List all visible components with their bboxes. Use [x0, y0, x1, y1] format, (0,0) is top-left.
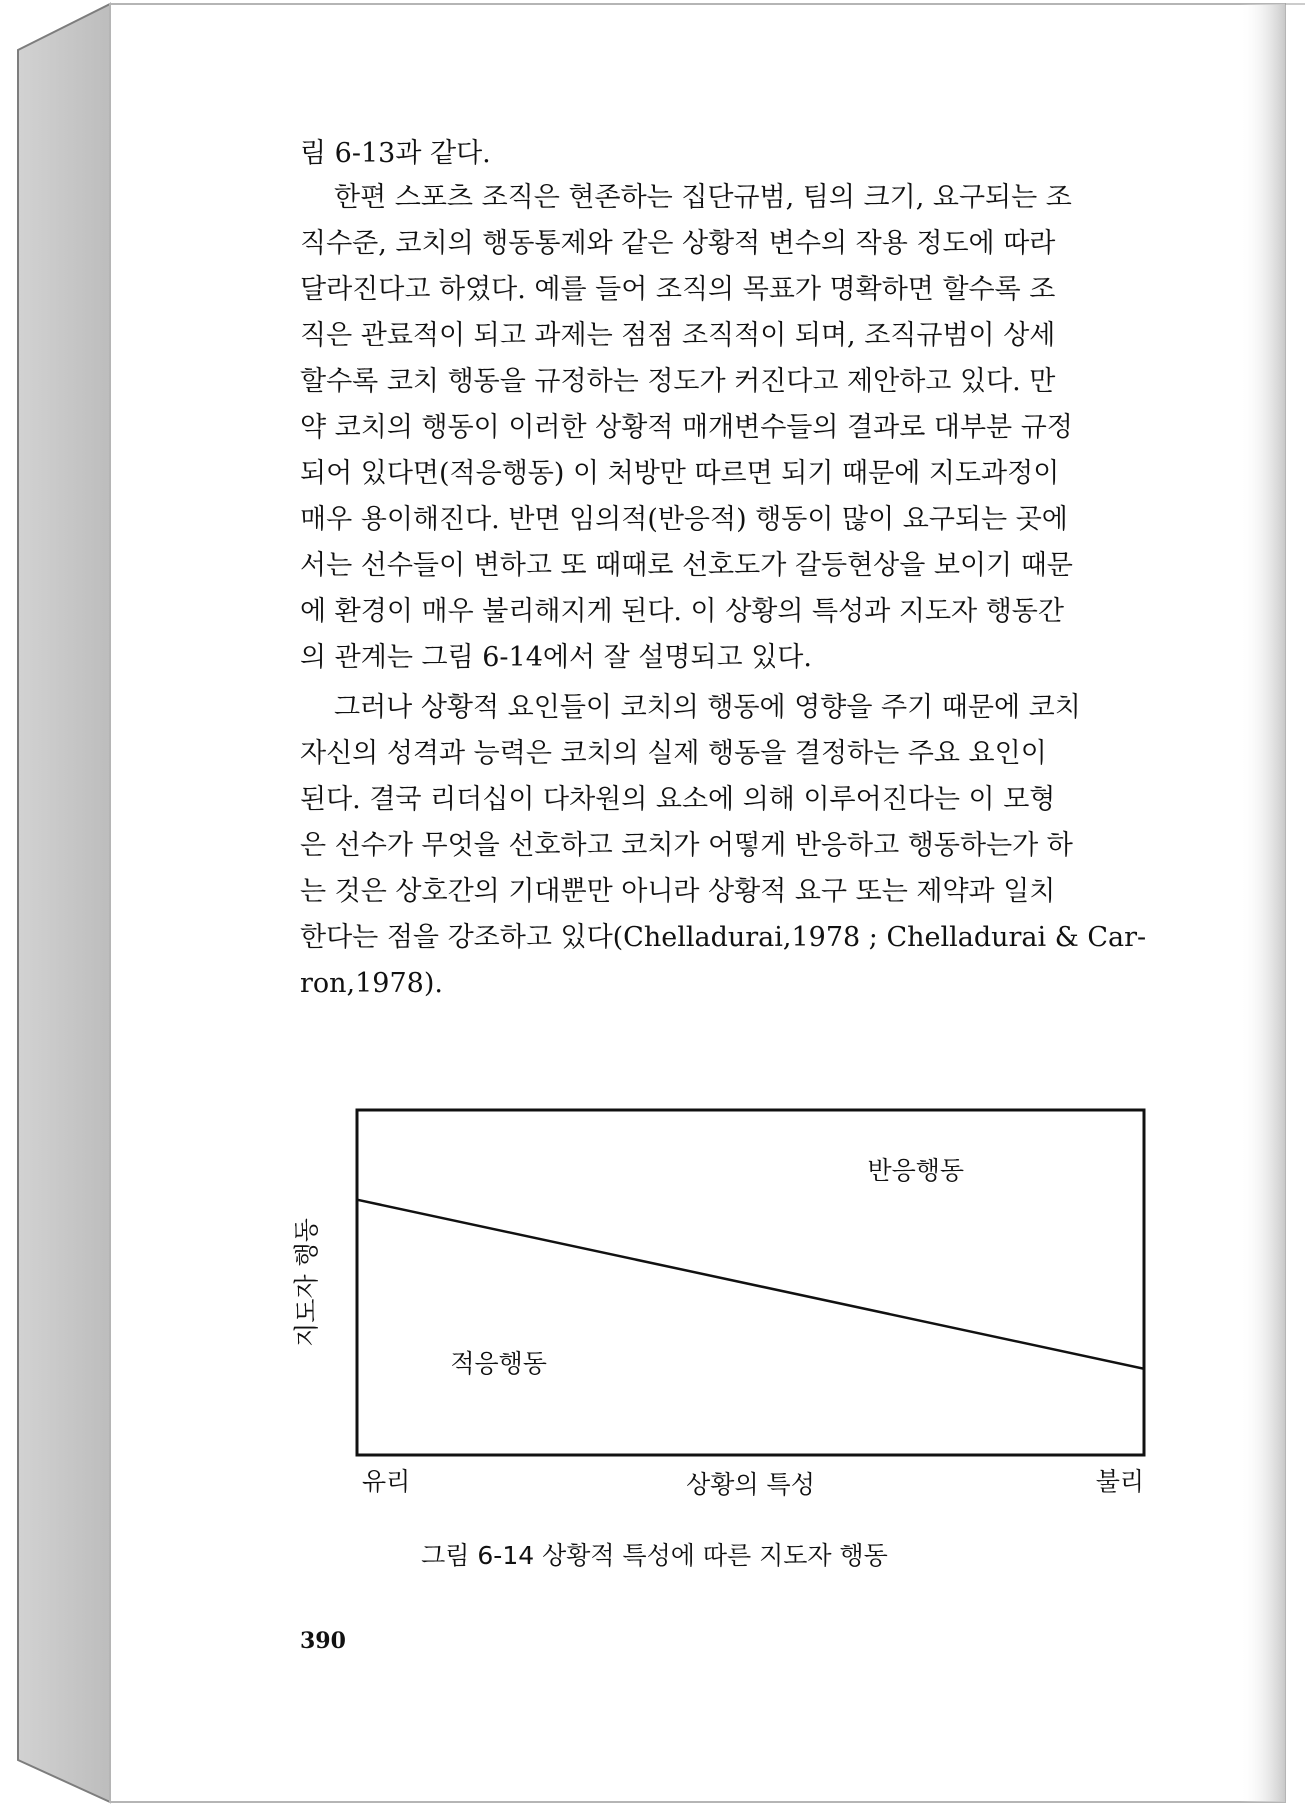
text-line: 할수록 코치 행동을 규정하는 정도가 커진다고 제안하고 있다. 만 [300, 366, 1056, 397]
series-line [357, 1200, 1144, 1369]
y-axis-label: 지도자 행동 [292, 1218, 321, 1347]
text-line: 한편 스포츠 조직은 현존하는 집단규범, 팀의 크기, 요구되는 조 [334, 182, 1072, 213]
text-line: 에 환경이 매우 불리해지게 된다. 이 상황의 특성과 지도자 행동간 [300, 596, 1064, 627]
text-line: 되어 있다면(적응행동) 이 처방만 따르면 되기 때문에 지도과정이 [300, 458, 1060, 489]
page-number: 390 [300, 1628, 346, 1654]
text-line: 그러나 상황적 요인들이 코치의 행동에 영향을 주기 때문에 코치 [334, 692, 1081, 723]
text-line: 매우 용이해진다. 반면 임의적(반응적) 행동이 많이 요구되는 곳에 [300, 504, 1068, 535]
text-line: 자신의 성격과 능력은 코치의 실제 행동을 결정하는 주요 요인이 [300, 738, 1047, 769]
annotation-adaptive-behavior: 적응행동 [450, 1349, 547, 1379]
x-tick-label: 불리 [1095, 1467, 1144, 1496]
x-tick-label: 유리 [362, 1467, 411, 1496]
text-line: 된다. 결국 리더십이 다차원의 요소에 의해 이루어진다는 이 모형 [300, 784, 1056, 815]
figure-caption: 그림 6-14 상황적 특성에 따른 지도자 행동 [421, 1541, 888, 1570]
text-line: 림 6-13과 같다. [300, 138, 491, 169]
book-spine [18, 4, 110, 1802]
text-line: ron,1978). [300, 968, 443, 999]
text-line: 달라진다고 하였다. 예를 들어 조직의 목표가 명확하면 할수록 조 [300, 274, 1056, 305]
text-line: 의 관계는 그림 6-14에서 잘 설명되고 있다. [300, 642, 812, 673]
text-line: 한다는 점을 강조하고 있다(Chelladurai,1978 ; Chelladurai & Car- [300, 922, 1147, 953]
text-line: 은 선수가 무엇을 선호하고 코치가 어떻게 반응하고 행동하는가 하 [300, 830, 1073, 861]
plot-frame [357, 1110, 1144, 1455]
text-line: 직은 관료적이 되고 과제는 점점 조직적이 되며, 조직규범이 상세 [300, 320, 1056, 351]
annotation-reactive-behavior: 반응행동 [867, 1156, 965, 1185]
x-axis-label: 상황의 특성 [686, 1470, 815, 1499]
text-line: 약 코치의 행동이 이러한 상황적 매개변수들의 결과로 대부분 규정 [300, 412, 1073, 443]
text-line: 서는 선수들이 변하고 또 때때로 선호도가 갈등현상을 보이기 때문 [300, 550, 1073, 581]
text-line: 직수준, 코치의 행동통제와 같은 상황적 변수의 작용 정도에 따라 [300, 228, 1056, 259]
text-line: 는 것은 상호간의 기대뿐만 아니라 상황적 요구 또는 제약과 일치 [300, 876, 1056, 907]
leader-behavior-chart [280, 1090, 1180, 1530]
